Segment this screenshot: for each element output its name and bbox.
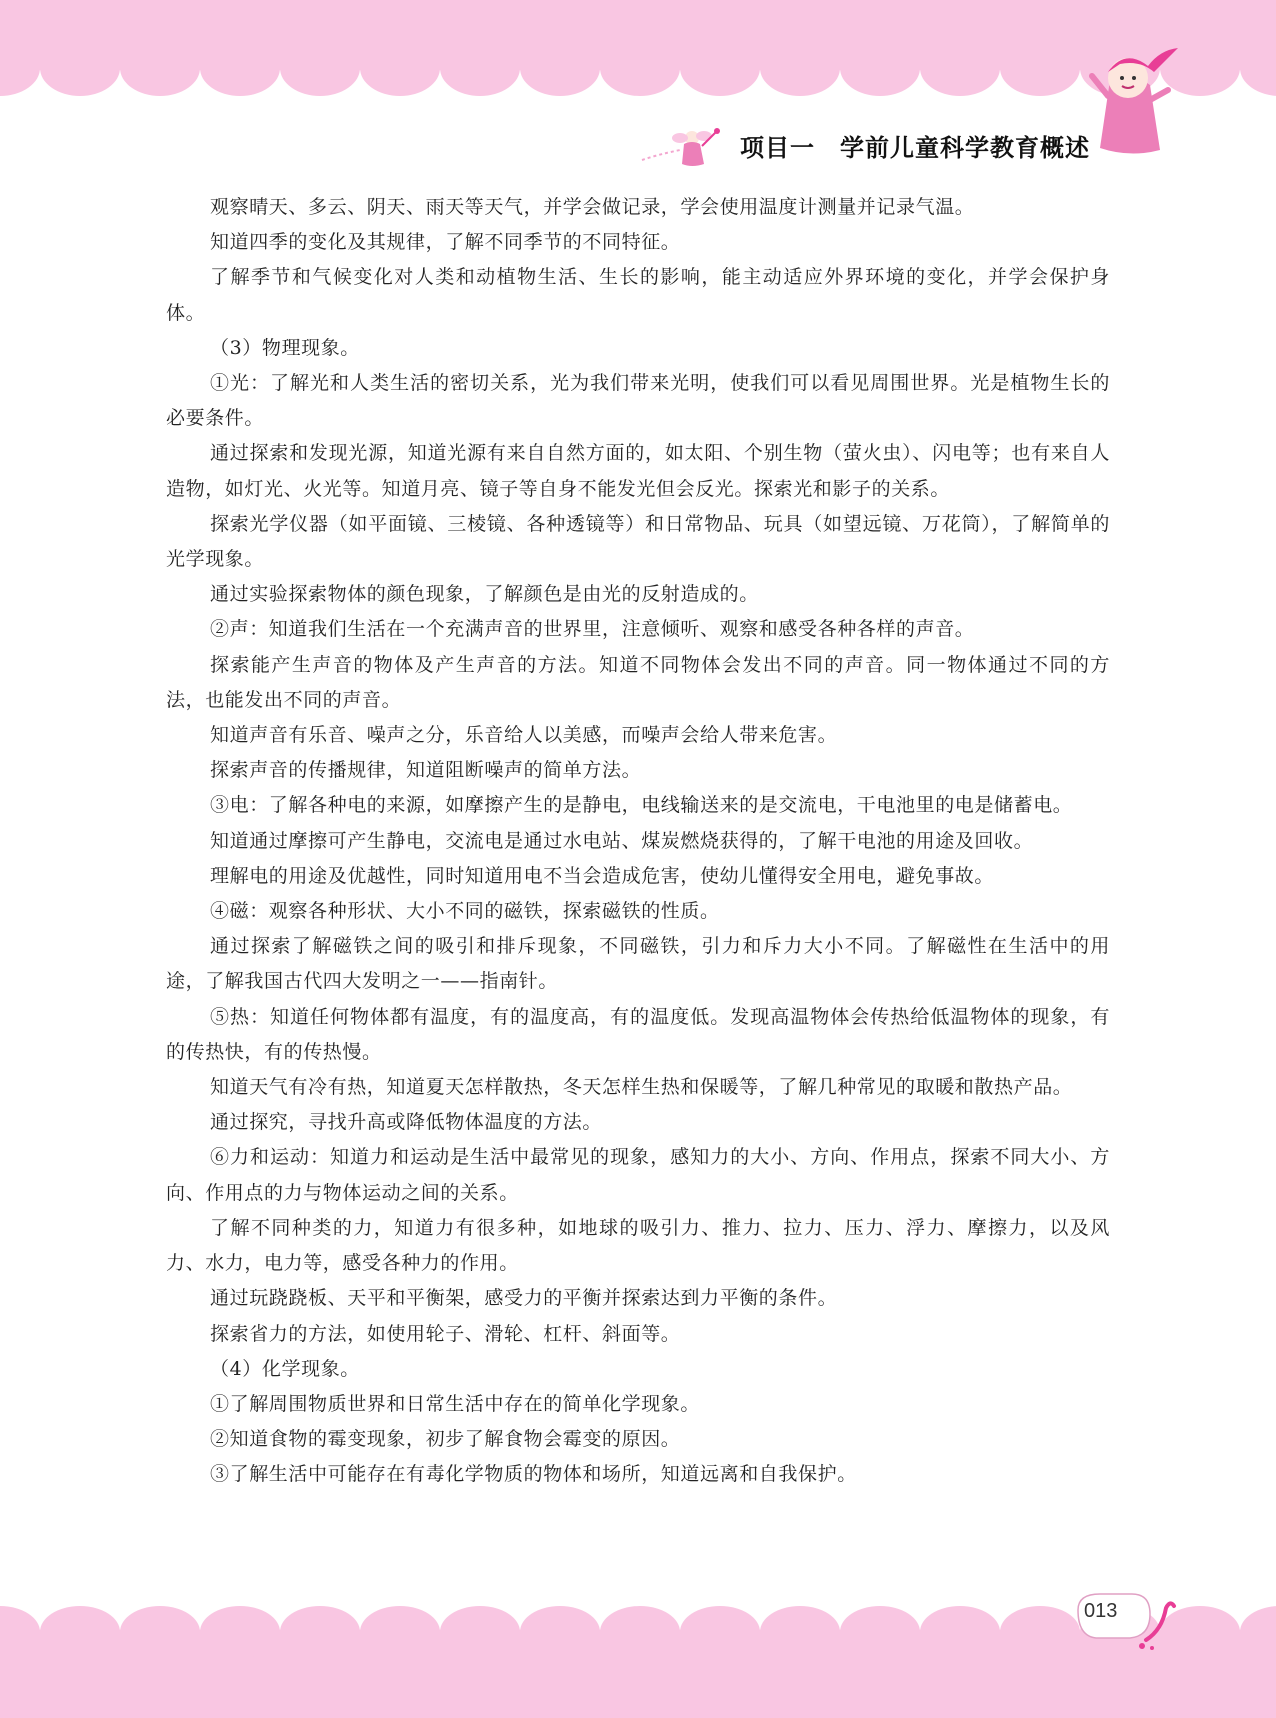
paragraph: ⑥力和运动：知道力和运动是生活中最常见的现象，感知力的大小、方向、作用点，探索不同大小、方向、作用点的力与物体运动之间的关系。 [166, 1146, 1110, 1204]
section-heading: （3）物理现象。 [210, 336, 360, 359]
paragraph: ④磁：观察各种形状、大小不同的磁铁，探索磁铁的性质。 [210, 900, 720, 923]
paragraph: 了解季节和气候变化对人类和动植物生活、生长的影响，能主动适应外界环境的变化，并学会保护身体。 [166, 266, 1110, 324]
page-number: 013 [1084, 1600, 1118, 1622]
paragraph: 观察晴天、多云、阴天、雨天等天气，并学会做记录，学会使用温度计测量并记录气温。 [210, 196, 975, 218]
paragraph: 知道通过摩擦可产生静电，交流电是通过水电站、煤炭燃烧获得的，了解干电池的用途及回收。 [210, 829, 1034, 852]
paragraph: 知道四季的变化及其规律，了解不同季节的不同特征。 [210, 231, 681, 254]
body-text [166, 190, 1110, 1493]
paragraph: ②声：知道我们生活在一个充满声音的世界里，注意倾听、观察和感受各种各样的声音。 [210, 618, 975, 641]
section-heading: （4）化学现象。 [210, 1357, 360, 1380]
paragraph: ①了解周围物质世界和日常生活中存在的简单化学现象。 [210, 1392, 701, 1415]
page-number-badge [1070, 1580, 1180, 1660]
page-header [640, 120, 1120, 180]
paragraph: 了解不同种类的力，知道力有很多种，如地球的吸引力、推力、拉力、压力、浮力、摩擦力，以及风力、水力，电力等，感受各种力的作用。 [166, 1216, 1110, 1275]
paragraph: 知道天气有冷有热，知道夏天怎样散热，冬天怎样生热和保暖等，了解几种常见的取暖和散热产品。 [210, 1076, 1073, 1099]
paragraph: 通过探索和发现光源，知道光源有来自自然方面的，如太阳、个别生物（萤火虫）、闪电等；也有来自人造物，如灯光、火光等。知道月亮、镜子等自身不能发光但会反光。探索光和影子的关系。 [166, 442, 1110, 500]
paragraph: 通过玩跷跷板、天平和平衡架，感受力的平衡并探索达到力平衡的条件。 [210, 1287, 838, 1310]
chapter-title: 项目一 学前儿童科学教育概述 [740, 134, 1090, 162]
paragraph: ③电：了解各种电的来源，如摩擦产生的是静电，电线输送来的是交流电，干电池里的电是储蓄电。 [210, 794, 1073, 817]
paragraph: 通过实验探索物体的颜色现象，了解颜色是由光的反射造成的。 [210, 583, 759, 606]
paragraph: 知道声音有乐音、噪声之分，乐音给人以美感，而噪声会给人带来危害。 [210, 724, 838, 747]
paragraph: ③了解生活中可能存在有毒化学物质的物体和场所，知道远离和自我保护。 [210, 1463, 857, 1486]
paragraph: 探索省力的方法，如使用轮子、滑轮、杠杆、斜面等。 [210, 1322, 681, 1345]
paragraph: 探索能产生声音的物体及产生声音的方法。知道不同物体会发出不同的声音。同一物体通过不同的方法，也能发出不同的声音。 [166, 653, 1110, 711]
paragraph: 通过探索了解磁铁之间的吸引和排斥现象，不同磁铁，引力和斥力大小不同。了解磁性在生活中的用途，了解我国古代四大发明之一——指南针。 [166, 935, 1110, 993]
paragraph: 探索光学仪器（如平面镜、三棱镜、各种透镜等）和日常物品、玩具（如望远镜、万花筒），了解简单的光学现象。 [166, 512, 1110, 571]
paragraph: ⑤热：知道任何物体都有温度，有的温度高，有的温度低。发现高温物体会传热给低温物体的现象，有的传热快，有的传热慢。 [166, 1005, 1110, 1063]
paragraph: 理解电的用途及优越性，同时知道用电不当会造成危害，使幼儿懂得安全用电，避免事故。 [210, 864, 995, 887]
paragraph: ①光：了解光和人类生活的密切关系，光为我们带来光明，使我们可以看见周围世界。光是植物生长的必要条件。 [166, 372, 1110, 430]
paragraph: 通过探究，寻找升高或降低物体温度的方法。 [210, 1111, 603, 1134]
paragraph: 探索声音的传播规律，知道阻断噪声的简单方法。 [210, 759, 642, 782]
fairy-icon [640, 120, 730, 170]
paragraph: ②知道食物的霉变现象，初步了解食物会霉变的原因。 [210, 1428, 681, 1451]
